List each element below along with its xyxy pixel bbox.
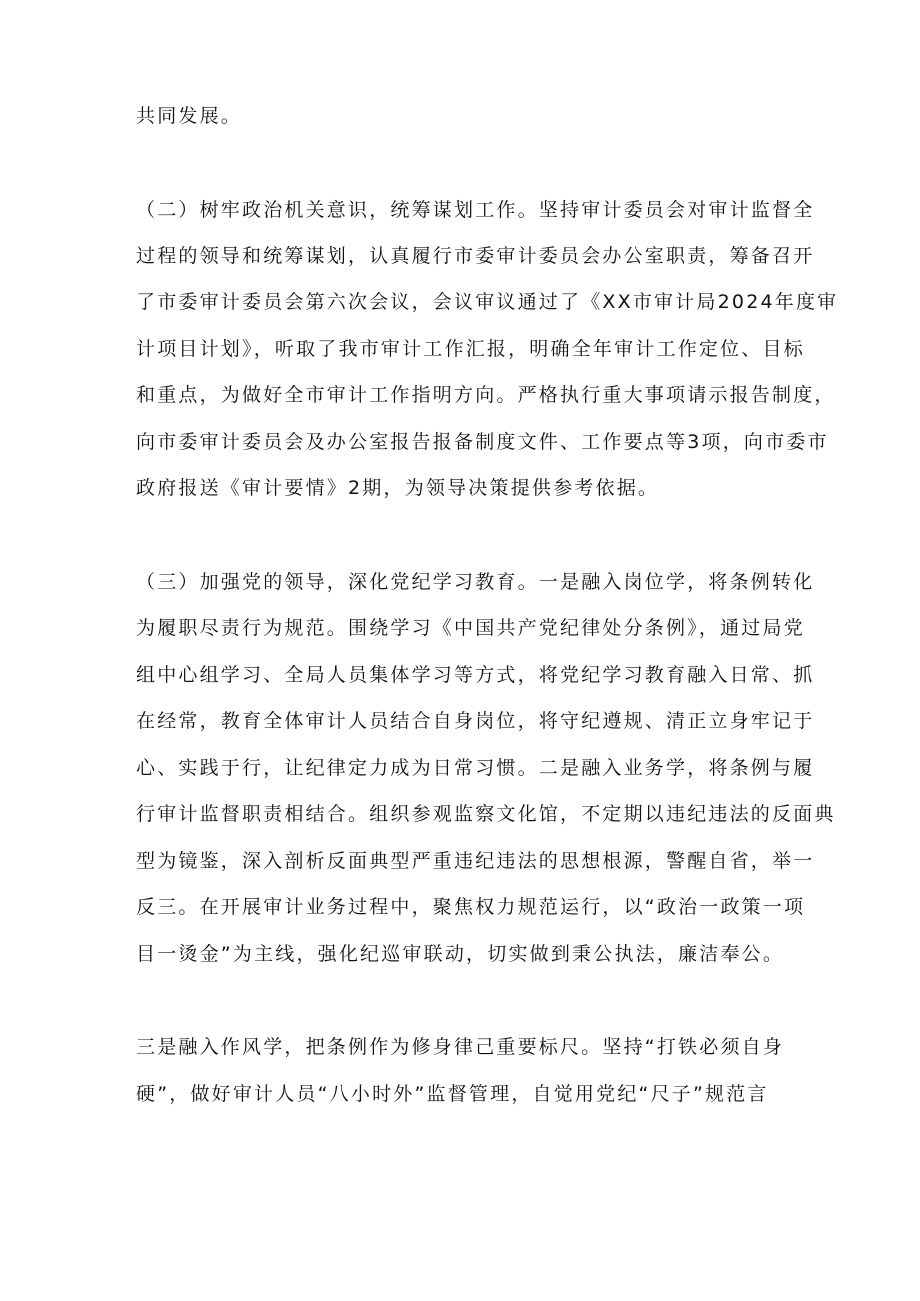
text-line: 反三。在开展审计业务过程中，聚焦权力规范运行，以“政治一政策一项 [136,896,806,918]
text-line: 了市委审计委员会第六次会议，会议审议通过了《XX市审计局2024年度审 [136,291,839,313]
text-line: 为履职尽责行为规范。围绕学习《中国共产党纪律处分条例》，通过局党 [136,617,805,639]
text-line: 共同发展。 [136,105,243,127]
text-line: 政府报送《审计要情》2期，为领导决策提供参考依据。 [136,477,660,499]
text-line: 在经常，教育全体审计人员结合自身岗位，将守纪遵规、清正立身牢记于 [136,710,815,732]
text-line: （二）树牢政治机关意识，统筹谋划工作。坚持审计委员会对审计监督全 [136,199,815,221]
text-line: 硬”，做好审计人员“八小时外”监督管理，自觉用党纪“尺子”规范言 [136,1083,769,1105]
text-line: 三是融入作风学，把条例作为修身律己重要标尺。坚持“打铁必须自身 [136,1036,785,1058]
text-line: 心、实践于行，让纪律定力成为日常习惯。二是融入业务学，将条例与履 [136,757,815,779]
text-line: 计项目计划》，听取了我市审计工作汇报，明确全年审计工作定位、目标 [136,338,805,360]
text-line: 和重点，为做好全市审计工作指明方向。严格执行重大事项请示报告制度， [136,384,836,406]
text-line: （三）加强党的领导，深化党纪学习教育。一是融入岗位学，将条例转化 [136,571,815,593]
text-line: 目一烫金”为主线，强化纪巡审联动，切实做到秉公执法，廉洁奉公。 [136,943,785,965]
text-line: 组中心组学习、全局人员集体学习等方式，将党纪学习教育融入日常、抓 [136,664,815,686]
text-line: 行审计监督职责相结合。组织参观监察文化馆，不定期以违纪违法的反面典 [136,803,836,825]
text-line: 向市委审计委员会及办公室报告报备制度文件、工作要点等3项，向市委市 [136,431,829,453]
text-line: 型为镜鉴，深入剖析反面典型严重违纪违法的思想根源，警醒自省，举一 [136,850,815,872]
text-line: 过程的领导和统筹谋划，认真履行市委审计委员会办公室职责，筹备召开 [136,245,815,267]
